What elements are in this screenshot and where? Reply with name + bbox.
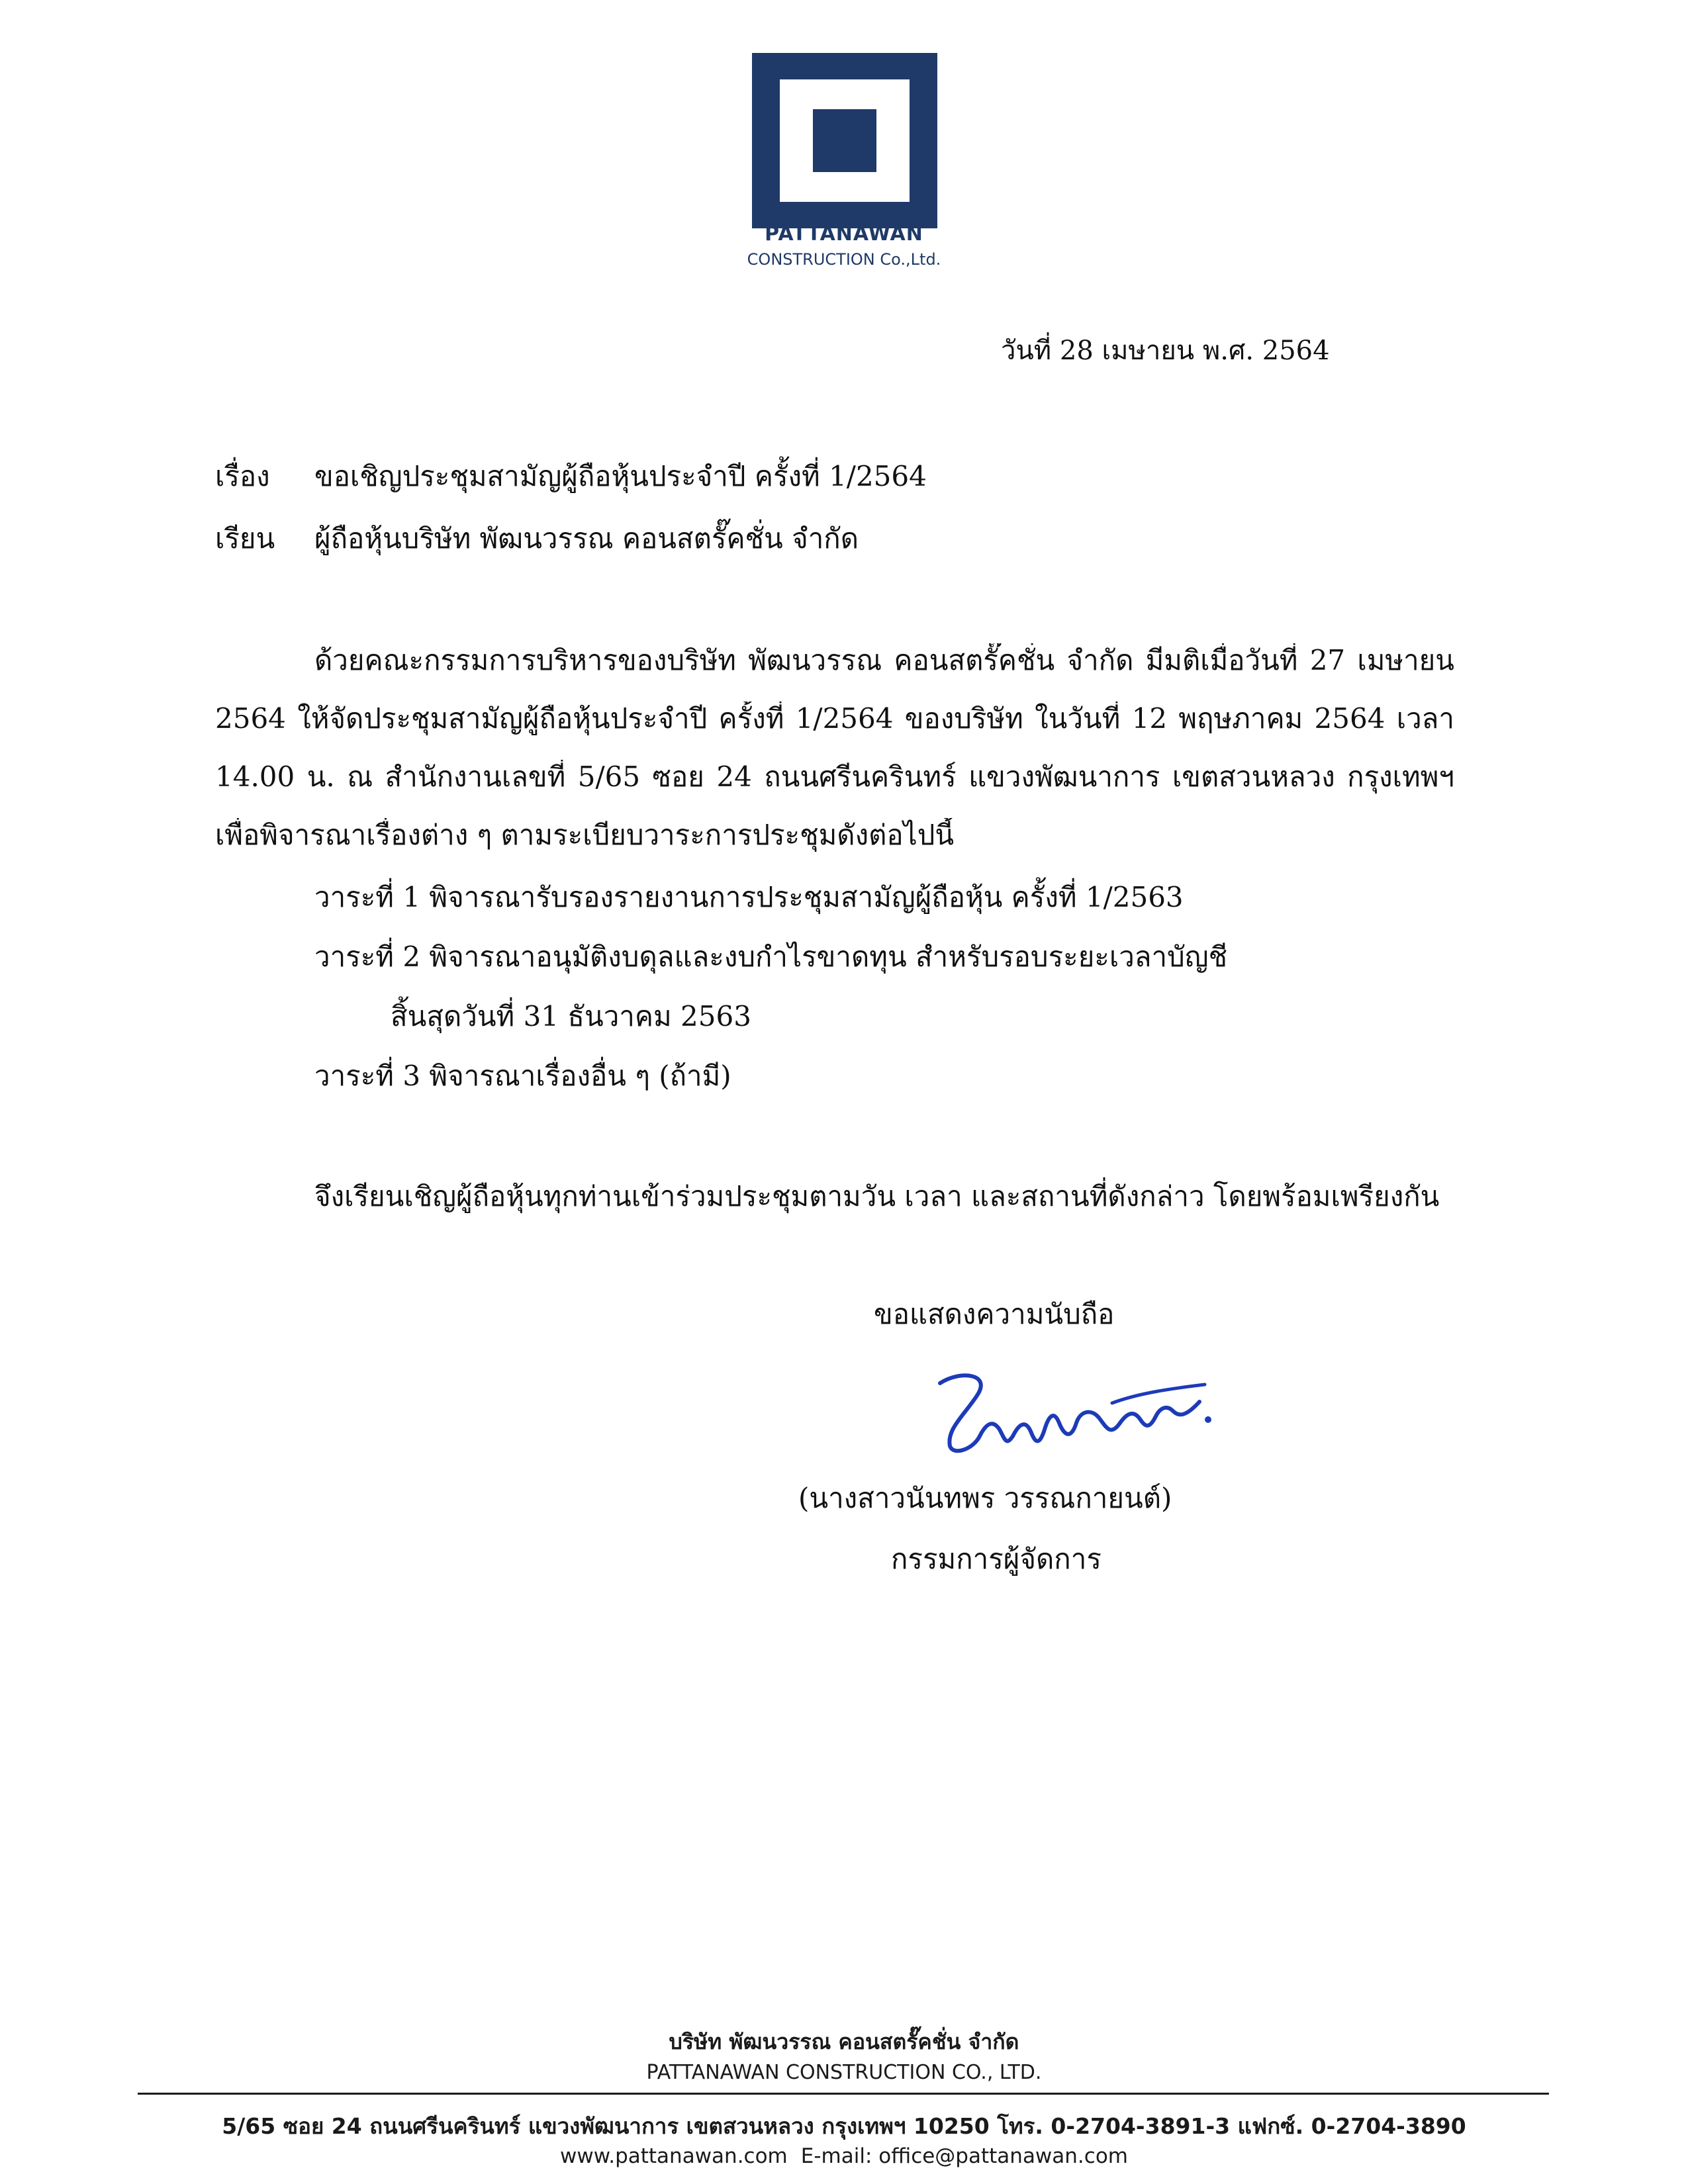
handwritten-signature [914,1357,1218,1463]
signer-position: กรรมการผู้จัดการ [891,1543,1102,1575]
signer-name: (นางสาวนันทพร วรรณกายนต์) [798,1482,1172,1514]
agenda-item-1: วาระที่ 1 พิจารณารับรองรายงานการประชุมสามัญผู้ถือหุ้น ครั้งที่ 1/2563 [314,881,1184,913]
subject-text: ขอเชิญประชุมสามัญผู้ถือหุ้นประจำปี ครั้งที่ 1/2564 [314,460,927,492]
brand-subtitle: CONSTRUCTION Co.,Ltd. [747,250,941,269]
recipient-label: เรียน [215,522,275,555]
body-line-4: เพื่อพิจารณาเรื่องต่าง ๆ ตามระเบียบวาระการประชุมดังต่อไปนี้ [215,819,955,851]
footer-website-link[interactable]: www.pattanawan.com [560,2144,788,2168]
logo-inner-square [813,109,876,172]
company-logo [752,53,937,228]
body-line-2: 2564 ให้จัดประชุมสามัญผู้ถือหุ้นประจำปี ครั้งที่ 1/2564 ของบริษัท ในวันที่ 12 พฤษภาคม 2564 เวลา [215,702,1454,735]
footer-address: 5/65 ซอย 24 ถนนศรีนครินทร์ แขวงพัฒนาการ เขตสวนหลวง กรุงเทพฯ 10250 โทร. 0-2704-3891-3 แฟกซ์. 0-2704-3890 [222,2113,1466,2139]
agenda-item-3: วาระที่ 3 พิจารณาเรื่องอื่น ๆ (ถ้ามี) [314,1060,731,1092]
subject-label: เรื่อง [215,460,270,492]
recipient-text: ผู้ถือหุ้นบริษัท พัฒนวรรณ คอนสตรั๊คชั่น จำกัด [314,522,859,555]
footer-company-english: PATTANAWAN CONSTRUCTION CO., LTD. [646,2061,1042,2084]
footer-divider [138,2093,1549,2095]
agenda-item-2: วาระที่ 2 พิจารณาอนุมัติงบดุลและงบกำไรขาดทุน สำหรับรอบระยะเวลาบัญชี [314,940,1228,973]
letter-date: วันที่ 28 เมษายน พ.ศ. 2564 [1001,336,1330,366]
brand-name: PATTANAWAN [765,222,923,246]
body-line-1: ด้วยคณะกรรมการบริหารของบริษัท พัฒนวรรณ คอนสตรั๊คชั่น จำกัด มีมติเมื่อวันที่ 27 เมษายน [314,644,1454,676]
footer-contact [0,2144,1688,2168]
regards-text: ขอแสดงความนับถือ [874,1298,1115,1330]
footer-email-link[interactable]: E-mail: office@pattanawan.com [800,2144,1128,2168]
body-line-3: 14.00 น. ณ สำนักงานเลขที่ 5/65 ซอย 24 ถนนศรีนครินทร์ แขวงพัฒนาการ เขตสวนหลวง กรุงเทพฯ [215,760,1454,793]
agenda-item-2-continued: สิ้นสุดวันที่ 31 ธันวาคม 2563 [391,1000,751,1032]
footer-company-thai: บริษัท พัฒนวรรณ คอนสตรั๊คชั่น จำกัด [669,2029,1019,2054]
closing-sentence: จึงเรียนเชิญผู้ถือหุ้นทุกท่านเข้าร่วมประชุมตามวัน เวลา และสถานที่ดังกล่าว โดยพร้อมเพรียงกัน [314,1180,1440,1212]
